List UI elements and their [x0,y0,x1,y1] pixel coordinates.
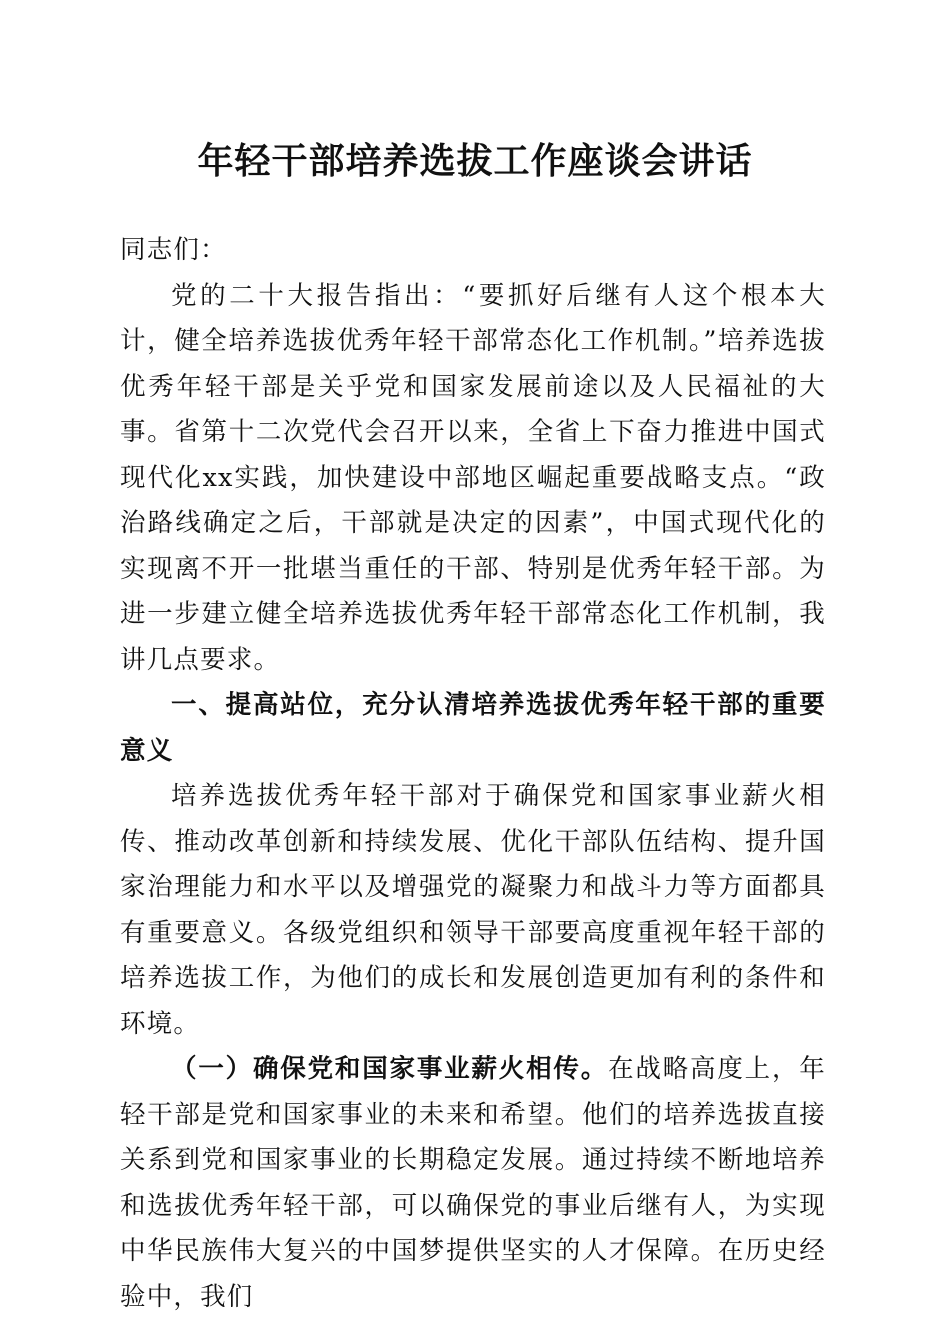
salutation: 同志们： [120,235,227,265]
section-paragraph: 培养选拔优秀年轻干部对于确保党和国家事业薪火相传、推动改革创新和持续发展、优化干部队伍结构、提升国家治理能力和水平以及增强党的凝聚力和战斗力等方面都具有重要意义。各级党组织和领导干部要高度重视年轻干部的培养选拔工作，为他们的成长和发展创造更加有利的条件和环境。 [120,781,826,1039]
intro-paragraph: 党的二十大报告指出：“要抓好后继有人这个根本大计，健全培养选拔优秀年轻干部常态化工作机制。”培养选拔优秀年轻干部是关乎党和国家发展前途以及人民福祉的大事。省第十二次党代会召开以来，全省上下奋力推进中国式现代化xx实践，加快建设中部地区崛起重要战略支点。“政治路线确定之后，干部就是决定的因素”，中国式现代化的实现离不开一批堪当重任的干部、特别是优秀年轻干部。为进一步建立健全培养选拔优秀年轻干部常态化工作机制，我讲几点要求。 [120,280,826,675]
section-heading: 一、提高站位，充分认清培养选拔优秀年轻干部的重要意义 [120,690,826,766]
subsection-lead: （一）确保党和国家事业薪火相传。 [171,1054,609,1084]
subsection-text: 在战略高度上，年轻干部是党和国家事业的未来和希望。他们的培养选拔直接关系到党和国家事业的长期稳定发展。通过持续不断地培养和选拔优秀年轻干部，可以确保党的事业后继有人，为实现中华民族伟大复兴的中国梦提供坚实的人才保障。在历史经验中，我们 [120,1054,826,1312]
document-body [120,228,826,1320]
page-title: 年轻干部培养选拔工作座谈会讲话 [197,140,753,182]
subsection-paragraph [120,1047,826,1320]
